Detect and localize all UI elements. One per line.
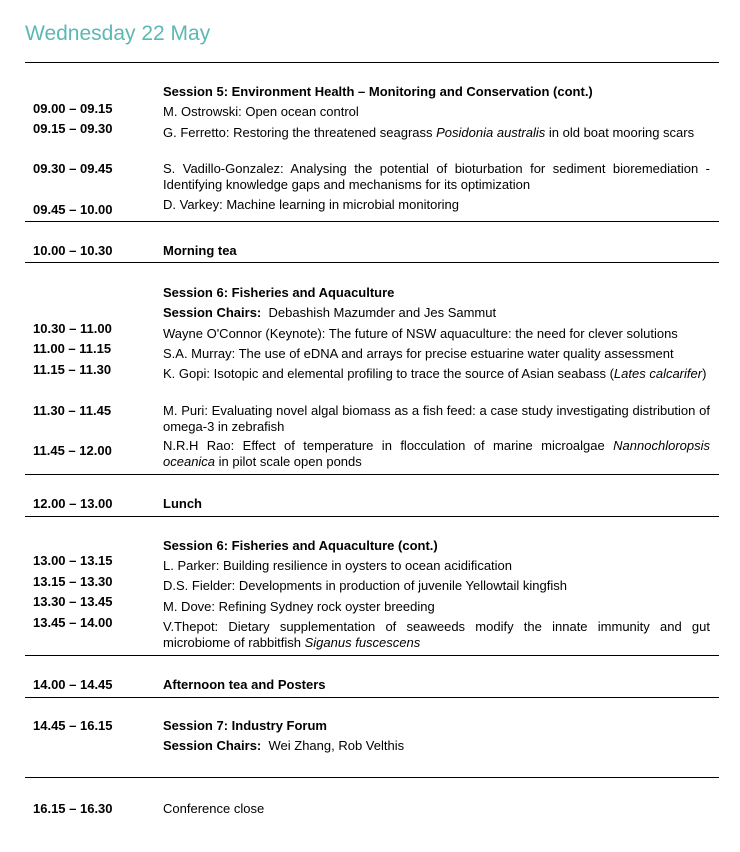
session-heading: Session 5: Environment Health – Monitoring and Conservation (cont.) bbox=[163, 84, 593, 99]
talk-entry: S. Vadillo-Gonzalez: Analysing the potential of bioturbation for sediment bioremediation - Identifying knowledge gaps and mechanisms for its optimization bbox=[163, 161, 710, 192]
time-slot: 16.15 – 16.30 bbox=[33, 801, 113, 816]
divider bbox=[25, 62, 719, 63]
talk-entry bbox=[163, 619, 710, 651]
page-title: Wednesday 22 May bbox=[25, 22, 211, 45]
break-label: Morning tea bbox=[163, 243, 237, 258]
time-slot: 11.45 – 12.00 bbox=[33, 443, 112, 458]
talk-text: in old boat mooring scars bbox=[545, 125, 695, 140]
talk-entry: M. Dove: Refining Sydney rock oyster breeding bbox=[163, 599, 435, 614]
talk-entry: S.A. Murray: The use of eDNA and arrays for precise estuarine water quality assessment bbox=[163, 346, 674, 361]
talk-entry bbox=[163, 125, 710, 141]
divider bbox=[25, 474, 719, 475]
time-slot: 13.15 – 13.30 bbox=[33, 574, 113, 589]
species-name: Posidonia australis bbox=[436, 125, 546, 140]
chairs-label: Session Chairs: bbox=[163, 305, 262, 320]
time-slot: 10.00 – 10.30 bbox=[33, 243, 113, 258]
time-slot: 11.15 – 11.30 bbox=[33, 362, 112, 377]
break-label: Afternoon tea and Posters bbox=[163, 677, 326, 692]
species-name: Lates calcarifer bbox=[613, 366, 703, 381]
talk-text: ) bbox=[702, 366, 707, 381]
talk-entry bbox=[163, 438, 710, 470]
session-heading: Session 6: Fisheries and Aquaculture (cont.) bbox=[163, 538, 438, 553]
talk-text: G. Ferretto: Restoring the threatened seagrass bbox=[163, 125, 437, 140]
talk-text: N.R.H Rao: Effect of temperature in flocculation of marine microalgae bbox=[163, 438, 614, 453]
time-slot: 11.00 – 11.15 bbox=[33, 341, 112, 356]
divider bbox=[25, 655, 719, 656]
session-heading: Session 7: Industry Forum bbox=[163, 718, 327, 733]
time-slot: 11.30 – 11.45 bbox=[33, 403, 112, 418]
time-slot: 14.45 – 16.15 bbox=[33, 718, 113, 733]
talk-text: K. Gopi: Isotopic and elemental profiling to trace the source of Asian seabass ( bbox=[163, 366, 614, 381]
time-slot: 13.00 – 13.15 bbox=[33, 553, 113, 568]
talk-entry: M. Ostrowski: Open ocean control bbox=[163, 104, 359, 119]
divider bbox=[25, 221, 719, 222]
time-slot: 14.00 – 14.45 bbox=[33, 677, 113, 692]
chairs-names: Debashish Mazumder and Jes Sammut bbox=[268, 305, 497, 320]
talk-entry: L. Parker: Building resilience in oysters to ocean acidification bbox=[163, 558, 513, 573]
talk-entry: M. Puri: Evaluating novel algal biomass as a fish feed: a case study investigating distribution of omega-3 in zebrafish bbox=[163, 403, 710, 434]
talk-text: V.Thepot: Dietary supplementation of seaweeds modify the innate immunity and gut microbiome of rabbitfish bbox=[163, 619, 710, 650]
divider bbox=[25, 697, 719, 698]
divider bbox=[25, 262, 719, 263]
talk-text: in pilot scale open ponds bbox=[215, 454, 362, 469]
chairs-names: Wei Zhang, Rob Velthis bbox=[268, 738, 405, 753]
time-slot: 12.00 – 13.00 bbox=[33, 496, 113, 511]
session-chairs bbox=[163, 738, 710, 754]
talk-entry bbox=[163, 366, 710, 382]
closing-label: Conference close bbox=[163, 801, 265, 816]
talk-entry: D.S. Fielder: Developments in production of juvenile Yellowtail kingfish bbox=[163, 578, 567, 593]
time-slot: 09.00 – 09.15 bbox=[33, 101, 113, 116]
species-name: Nannochloropsis oceanica bbox=[163, 438, 710, 469]
break-label: Lunch bbox=[163, 496, 202, 511]
session-heading: Session 6: Fisheries and Aquaculture bbox=[163, 285, 395, 300]
species-name: Siganus fuscescens bbox=[304, 635, 421, 650]
time-slot: 13.45 – 14.00 bbox=[33, 615, 113, 630]
session-chairs bbox=[163, 305, 710, 321]
talk-entry: D. Varkey: Machine learning in microbial monitoring bbox=[163, 197, 459, 212]
time-slot: 09.15 – 09.30 bbox=[33, 121, 113, 136]
time-slot: 09.45 – 10.00 bbox=[33, 202, 113, 217]
divider bbox=[25, 777, 719, 778]
divider bbox=[25, 516, 719, 517]
time-slot: 10.30 – 11.00 bbox=[33, 321, 112, 336]
talk-entry: Wayne O'Connor (Keynote): The future of NSW aquaculture: the need for clever solutions bbox=[163, 326, 678, 341]
time-slot: 13.30 – 13.45 bbox=[33, 594, 113, 609]
time-slot: 09.30 – 09.45 bbox=[33, 161, 113, 176]
chairs-label: Session Chairs: bbox=[163, 738, 262, 753]
